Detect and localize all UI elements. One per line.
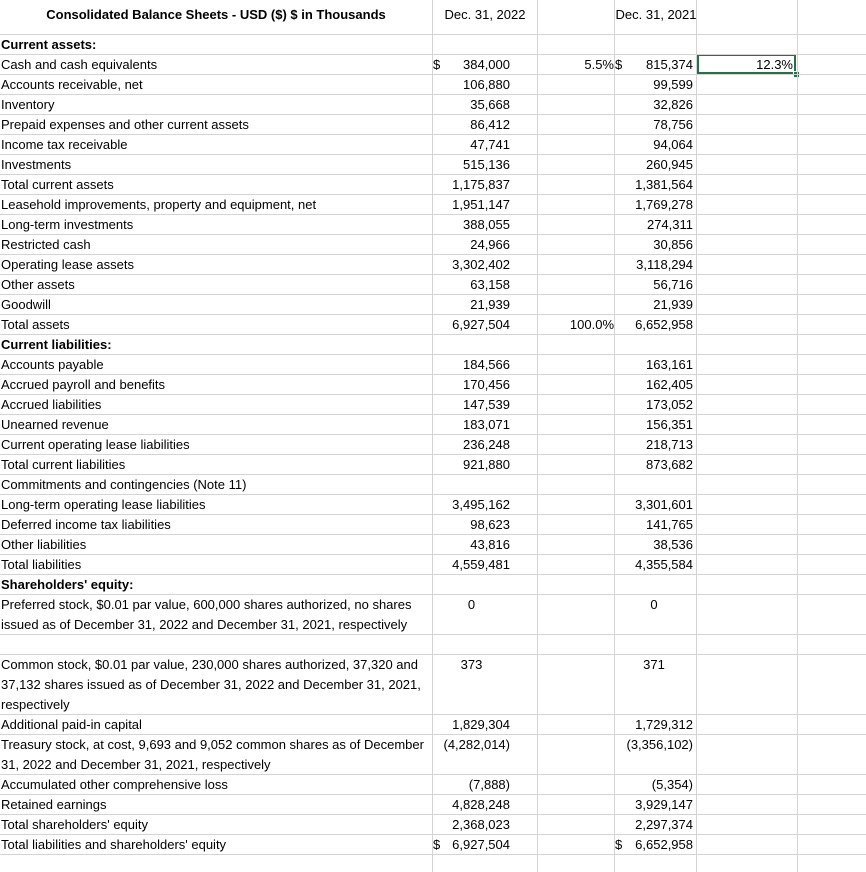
value-2021: 156,351 (646, 417, 693, 432)
value-2021: 6,652,958 (635, 317, 693, 332)
row-label: Operating lease assets (1, 257, 134, 272)
row-label: Accounts receivable, net (1, 77, 143, 92)
percent-cell-selected[interactable]: 12.3% (756, 57, 793, 72)
row-label: Inventory (1, 97, 55, 112)
row-label: Restricted cash (1, 237, 91, 252)
value-2021: 163,161 (646, 357, 693, 372)
value-2022: 2,368,023 (452, 817, 510, 832)
value-2022: (7,888) (468, 777, 510, 792)
value-2022: 86,412 (470, 117, 510, 132)
row-label: Total liabilities (1, 557, 82, 572)
value-2022: 183,071 (463, 417, 510, 432)
value-2022: 388,055 (463, 217, 510, 232)
value-2021: (5,354) (651, 777, 693, 792)
value-2022: 47,741 (470, 137, 510, 152)
grid-vline (797, 0, 798, 872)
value-2022: 1,175,837 (452, 177, 510, 192)
value-2021 (615, 835, 693, 855)
currency-symbol: $ (615, 57, 623, 72)
value-2022: 4,559,481 (452, 557, 510, 572)
value-2021: 274,311 (646, 217, 693, 232)
value-2021: 873,682 (646, 457, 693, 472)
grid-vline (696, 0, 697, 872)
row-label: Goodwill (1, 297, 51, 312)
row-label: Accumulated other comprehensive loss (1, 777, 228, 792)
value-2022: 147,539 (463, 397, 510, 412)
value-2022: 63,158 (470, 277, 510, 292)
value-2022: 184,566 (463, 357, 510, 372)
row-label: Accounts payable (1, 357, 104, 372)
value-2021: 0 (650, 597, 658, 612)
value-2021: 3,118,294 (636, 257, 693, 272)
value-2021: 32,826 (653, 97, 693, 112)
value-2021: 218,713 (646, 437, 693, 452)
value-2021: 38,536 (653, 537, 693, 552)
value-2021: 4,355,584 (635, 557, 693, 572)
cell-value: 6,652,958 (635, 837, 693, 852)
value-2022: 21,939 (470, 297, 510, 312)
value-2021: 1,381,564 (635, 177, 693, 192)
value-2022: 921,880 (463, 457, 510, 472)
value-2021: 371 (643, 657, 665, 672)
row-label: Preferred stock, $0.01 par value, 600,000 shares authorized, no shares issued as of December 31, 2022 and December 31, 2021, respectively (1, 597, 412, 632)
value-2021: 56,716 (653, 277, 693, 292)
value-2022: 515,136 (463, 157, 510, 172)
percent-cell[interactable]: 100.0% (569, 317, 614, 332)
column-header-2021: Dec. 31, 2021 (615, 7, 697, 22)
cell-value: 6,927,504 (452, 837, 510, 852)
row-label: Cash and cash equivalents (1, 57, 158, 72)
value-2021: 78,756 (653, 117, 693, 132)
value-2022: 43,816 (470, 537, 510, 552)
row-label: Investments (1, 157, 72, 172)
value-2022: 6,927,504 (452, 317, 510, 332)
row-label: Long-term operating lease liabilities (1, 497, 206, 512)
value-2022: 35,668 (470, 97, 510, 112)
percent-cell[interactable]: 5.5% (584, 57, 614, 72)
row-label: Current operating lease liabilities (1, 437, 190, 452)
value-2021: 94,064 (653, 137, 693, 152)
row-label: Unearned revenue (1, 417, 109, 432)
row-label: Current liabilities: (1, 337, 112, 352)
value-2022 (433, 55, 510, 75)
value-2022: 1,829,304 (452, 717, 510, 732)
row-label: Leasehold improvements, property and equipment, net (1, 197, 317, 212)
row-label: Other assets (1, 277, 75, 292)
value-2021: 1,729,312 (635, 717, 693, 732)
value-2021 (615, 55, 693, 75)
value-2022: 3,495,162 (452, 497, 510, 512)
row-label: Total assets (1, 317, 70, 332)
value-2022: 0 (467, 597, 476, 612)
value-2021: 162,405 (646, 377, 693, 392)
value-2021: 3,301,601 (635, 497, 693, 512)
row-label: Shareholders' equity: (1, 577, 134, 592)
row-label: Treasury stock, at cost, 9,693 and 9,052 common shares as of December 31, 2022 and December 31, 2021, respectively (1, 737, 424, 772)
row-label: Total current liabilities (1, 457, 126, 472)
value-2022: 3,302,402 (452, 257, 510, 272)
value-2021: 173,052 (646, 397, 693, 412)
grid-hline (0, 634, 866, 635)
value-2022: (4,282,014) (443, 737, 510, 752)
row-label: Total liabilities and shareholders' equity (1, 837, 227, 852)
row-label: Long-term investments (1, 217, 134, 232)
grid-hline (0, 854, 866, 855)
value-2021: 3,929,147 (635, 797, 693, 812)
value-2021: 141,765 (646, 517, 693, 532)
value-2022: 1,951,147 (452, 197, 510, 212)
row-label: Income tax receivable (1, 137, 128, 152)
row-label: Deferred income tax liabilities (1, 517, 171, 532)
value-2021: 99,599 (653, 77, 693, 92)
value-2022: 98,623 (470, 517, 510, 532)
row-label: Retained earnings (1, 797, 107, 812)
value-2022 (433, 835, 510, 855)
row-label: Current assets: (1, 37, 97, 52)
value-2022: 236,248 (463, 437, 510, 452)
row-label: Additional paid-in capital (1, 717, 142, 732)
value-2022: 170,456 (463, 377, 510, 392)
currency-symbol: $ (433, 57, 441, 72)
value-2021: 30,856 (653, 237, 693, 252)
row-label: Accrued liabilities (1, 397, 102, 412)
row-label: Prepaid expenses and other current assets (1, 117, 249, 132)
row-label: Total shareholders' equity (1, 817, 149, 832)
value-2022: 4,828,248 (452, 797, 510, 812)
row-label: Commitments and contingencies (Note 11) (1, 477, 247, 492)
value-2021: 260,945 (646, 157, 693, 172)
sheet-title: Consolidated Balance Sheets - USD ($) $ in Thousands (46, 7, 386, 22)
value-2022: 24,966 (470, 237, 510, 252)
row-label: Total current assets (1, 177, 114, 192)
value-2021: 2,297,374 (635, 817, 693, 832)
value-2021: 21,939 (653, 297, 693, 312)
value-2022: 373 (460, 657, 483, 672)
column-header-2022: Dec. 31, 2022 (444, 7, 526, 22)
currency-symbol: $ (433, 837, 441, 852)
cell-value: 815,374 (646, 57, 693, 72)
value-2022: 106,880 (463, 77, 510, 92)
value-2021: (3,356,102) (626, 737, 693, 752)
currency-symbol: $ (615, 837, 623, 852)
cell-value: 384,000 (463, 57, 510, 72)
row-label: Accrued payroll and benefits (1, 377, 166, 392)
row-label: Other liabilities (1, 537, 87, 552)
grid-vline (537, 0, 538, 872)
row-label: Common stock, $0.01 par value, 230,000 shares authorized, 37,320 and 37,132 shares issued as of December 31, 2022 and December 31, 2021, respectively (1, 657, 421, 712)
value-2021: 1,769,278 (635, 197, 693, 212)
